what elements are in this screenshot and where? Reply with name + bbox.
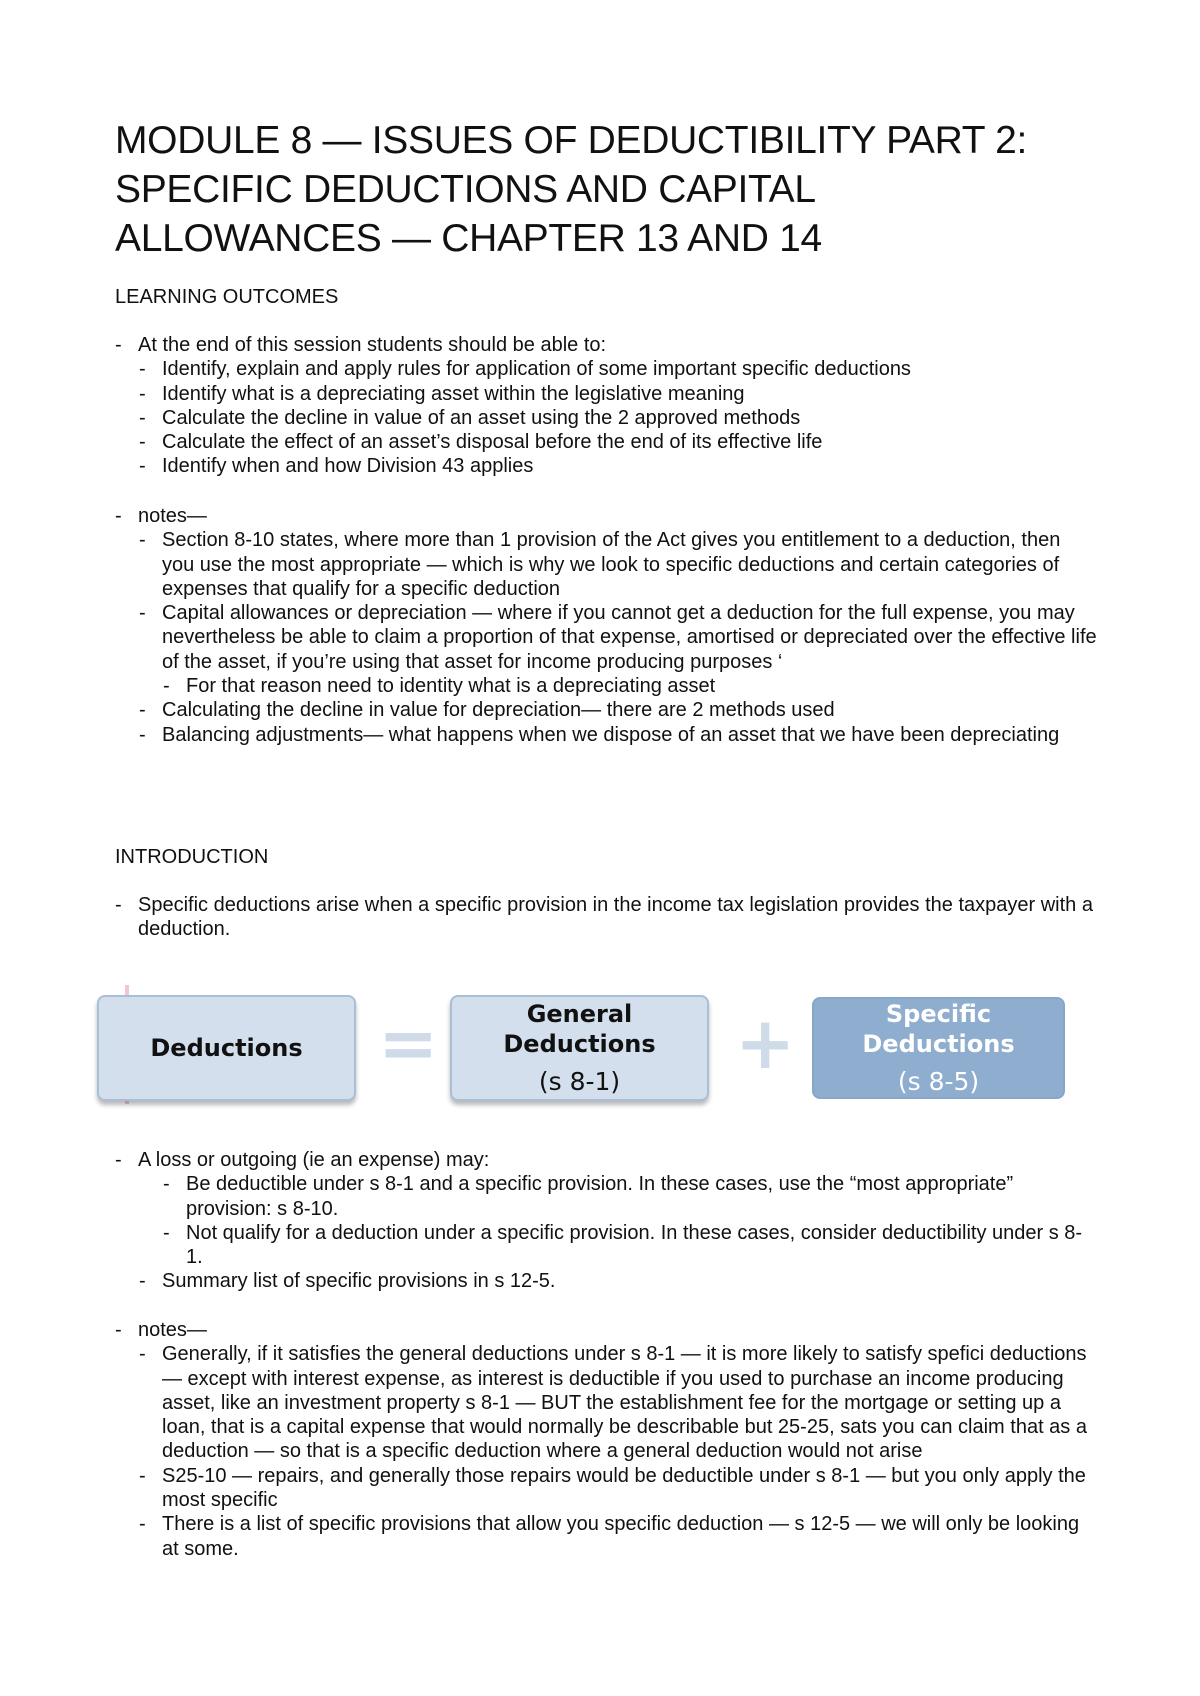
list-item: - Balancing adjustments— what happens when we dispose of an asset that we have been depreciating xyxy=(162,723,1098,747)
list-item: - Capital allowances or depreciation — where if you cannot get a deduction for the full expense, you may nevertheless be able to claim a proportion of that expense, amortised or depreciated over the effective life of the asset, if you’re using that asset for income producing purposes ‘ xyxy=(162,601,1098,674)
list-item: - Section 8-10 states, where more than 1 provision of the Act gives you entitlement to a deduction, then you use the most appropriate — which is why we look to specific deductions and certain categories of expenses that qualify for a specific deduction xyxy=(162,528,1098,601)
list-item: - Calculating the decline in value for depreciation— there are 2 methods used xyxy=(162,698,1098,722)
list-item: - Specific deductions arise when a specific provision in the income tax legislation provides the taxpayer with a deduction. xyxy=(138,893,1098,942)
general-label-1: General xyxy=(526,1000,633,1028)
deductions-box xyxy=(97,995,356,1101)
list-item: - Summary list of specific provisions in s 12-5. xyxy=(162,1269,1098,1293)
title-line-3: ALLOWANCES — CHAPTER 13 AND 14 xyxy=(115,217,822,260)
title-line-1: MODULE 8 — ISSUES OF DEDUCTIBILITY PART 2: xyxy=(115,119,1028,162)
general-deductions-box xyxy=(450,995,709,1101)
deductions-label: Deductions xyxy=(150,1034,303,1062)
loss-outgoing-list xyxy=(138,1148,1098,1294)
introduction-notes-list xyxy=(138,1318,1098,1561)
title-line-2: SPECIFIC DEDUCTIONS AND CAPITAL xyxy=(115,168,816,211)
list-item: - S25-10 — repairs, and generally those repairs would be deductible under s 8-1 — but you only apply the most specific xyxy=(162,1464,1098,1513)
deductions-diagram xyxy=(0,985,1200,1115)
module-title xyxy=(115,116,1115,263)
specific-label-1: Specific xyxy=(885,1000,992,1028)
notes-label: - notes— xyxy=(138,504,1098,528)
general-label-2: Deductions xyxy=(503,1030,656,1058)
list-item: - A loss or outgoing (ie an expense) may: xyxy=(138,1148,1098,1172)
learning-notes-list xyxy=(138,504,1098,747)
list-item: - Generally, if it satisfies the general deductions under s 8-1 — it is more likely to satisfy spefici deductions — except with interest expense, as interest is deductible if you used to purchase an income producing asset, like an investment property s 8-1 — BUT the establishment fee for the mortgage or setting up a loan, that is a capital expense that would normally be describable but 25-25, sats you can claim that as a deduction — so that is a specific deduction where a general deduction would not arise xyxy=(162,1342,1098,1463)
equals-sign: = xyxy=(378,1001,439,1085)
list-item: - Not qualify for a deduction under a specific provision. In these cases, consider deductibility under s 8-1. xyxy=(186,1221,1098,1270)
plus-sign: + xyxy=(735,1001,796,1085)
specific-label-2: Deductions xyxy=(862,1030,1015,1058)
list-item: - Calculate the decline in value of an asset using the 2 approved methods xyxy=(162,406,1098,430)
list-item: - Calculate the effect of an asset’s disposal before the end of its effective life xyxy=(162,430,1098,454)
introduction-paragraph xyxy=(138,893,1098,942)
list-item: - Identify what is a depreciating asset within the legislative meaning xyxy=(162,382,1098,406)
notes-label: - notes— xyxy=(138,1318,1098,1342)
learning-outcomes-list xyxy=(138,333,1098,479)
specific-section: (s 8-5) xyxy=(897,1067,980,1096)
list-item: - Be deductible under s 8-1 and a specific provision. In these cases, use the “most appropriate” provision: s 8-10. xyxy=(186,1172,1098,1221)
general-section: (s 8-1) xyxy=(538,1067,621,1096)
specific-deductions-box xyxy=(812,997,1065,1099)
list-item: - At the end of this session students should be able to: xyxy=(138,333,1098,357)
introduction-heading: INTRODUCTION xyxy=(115,846,269,868)
list-item: - Identify, explain and apply rules for application of some important specific deductions xyxy=(162,357,1098,381)
list-item: - There is a list of specific provisions that allow you specific deduction — s 12-5 — we will only be looking at some. xyxy=(162,1512,1098,1561)
list-item: - Identify when and how Division 43 applies xyxy=(162,454,1098,478)
list-item: - For that reason need to identity what is a depreciating asset xyxy=(186,674,1098,698)
learning-outcomes-heading: LEARNING OUTCOMES xyxy=(115,286,339,308)
